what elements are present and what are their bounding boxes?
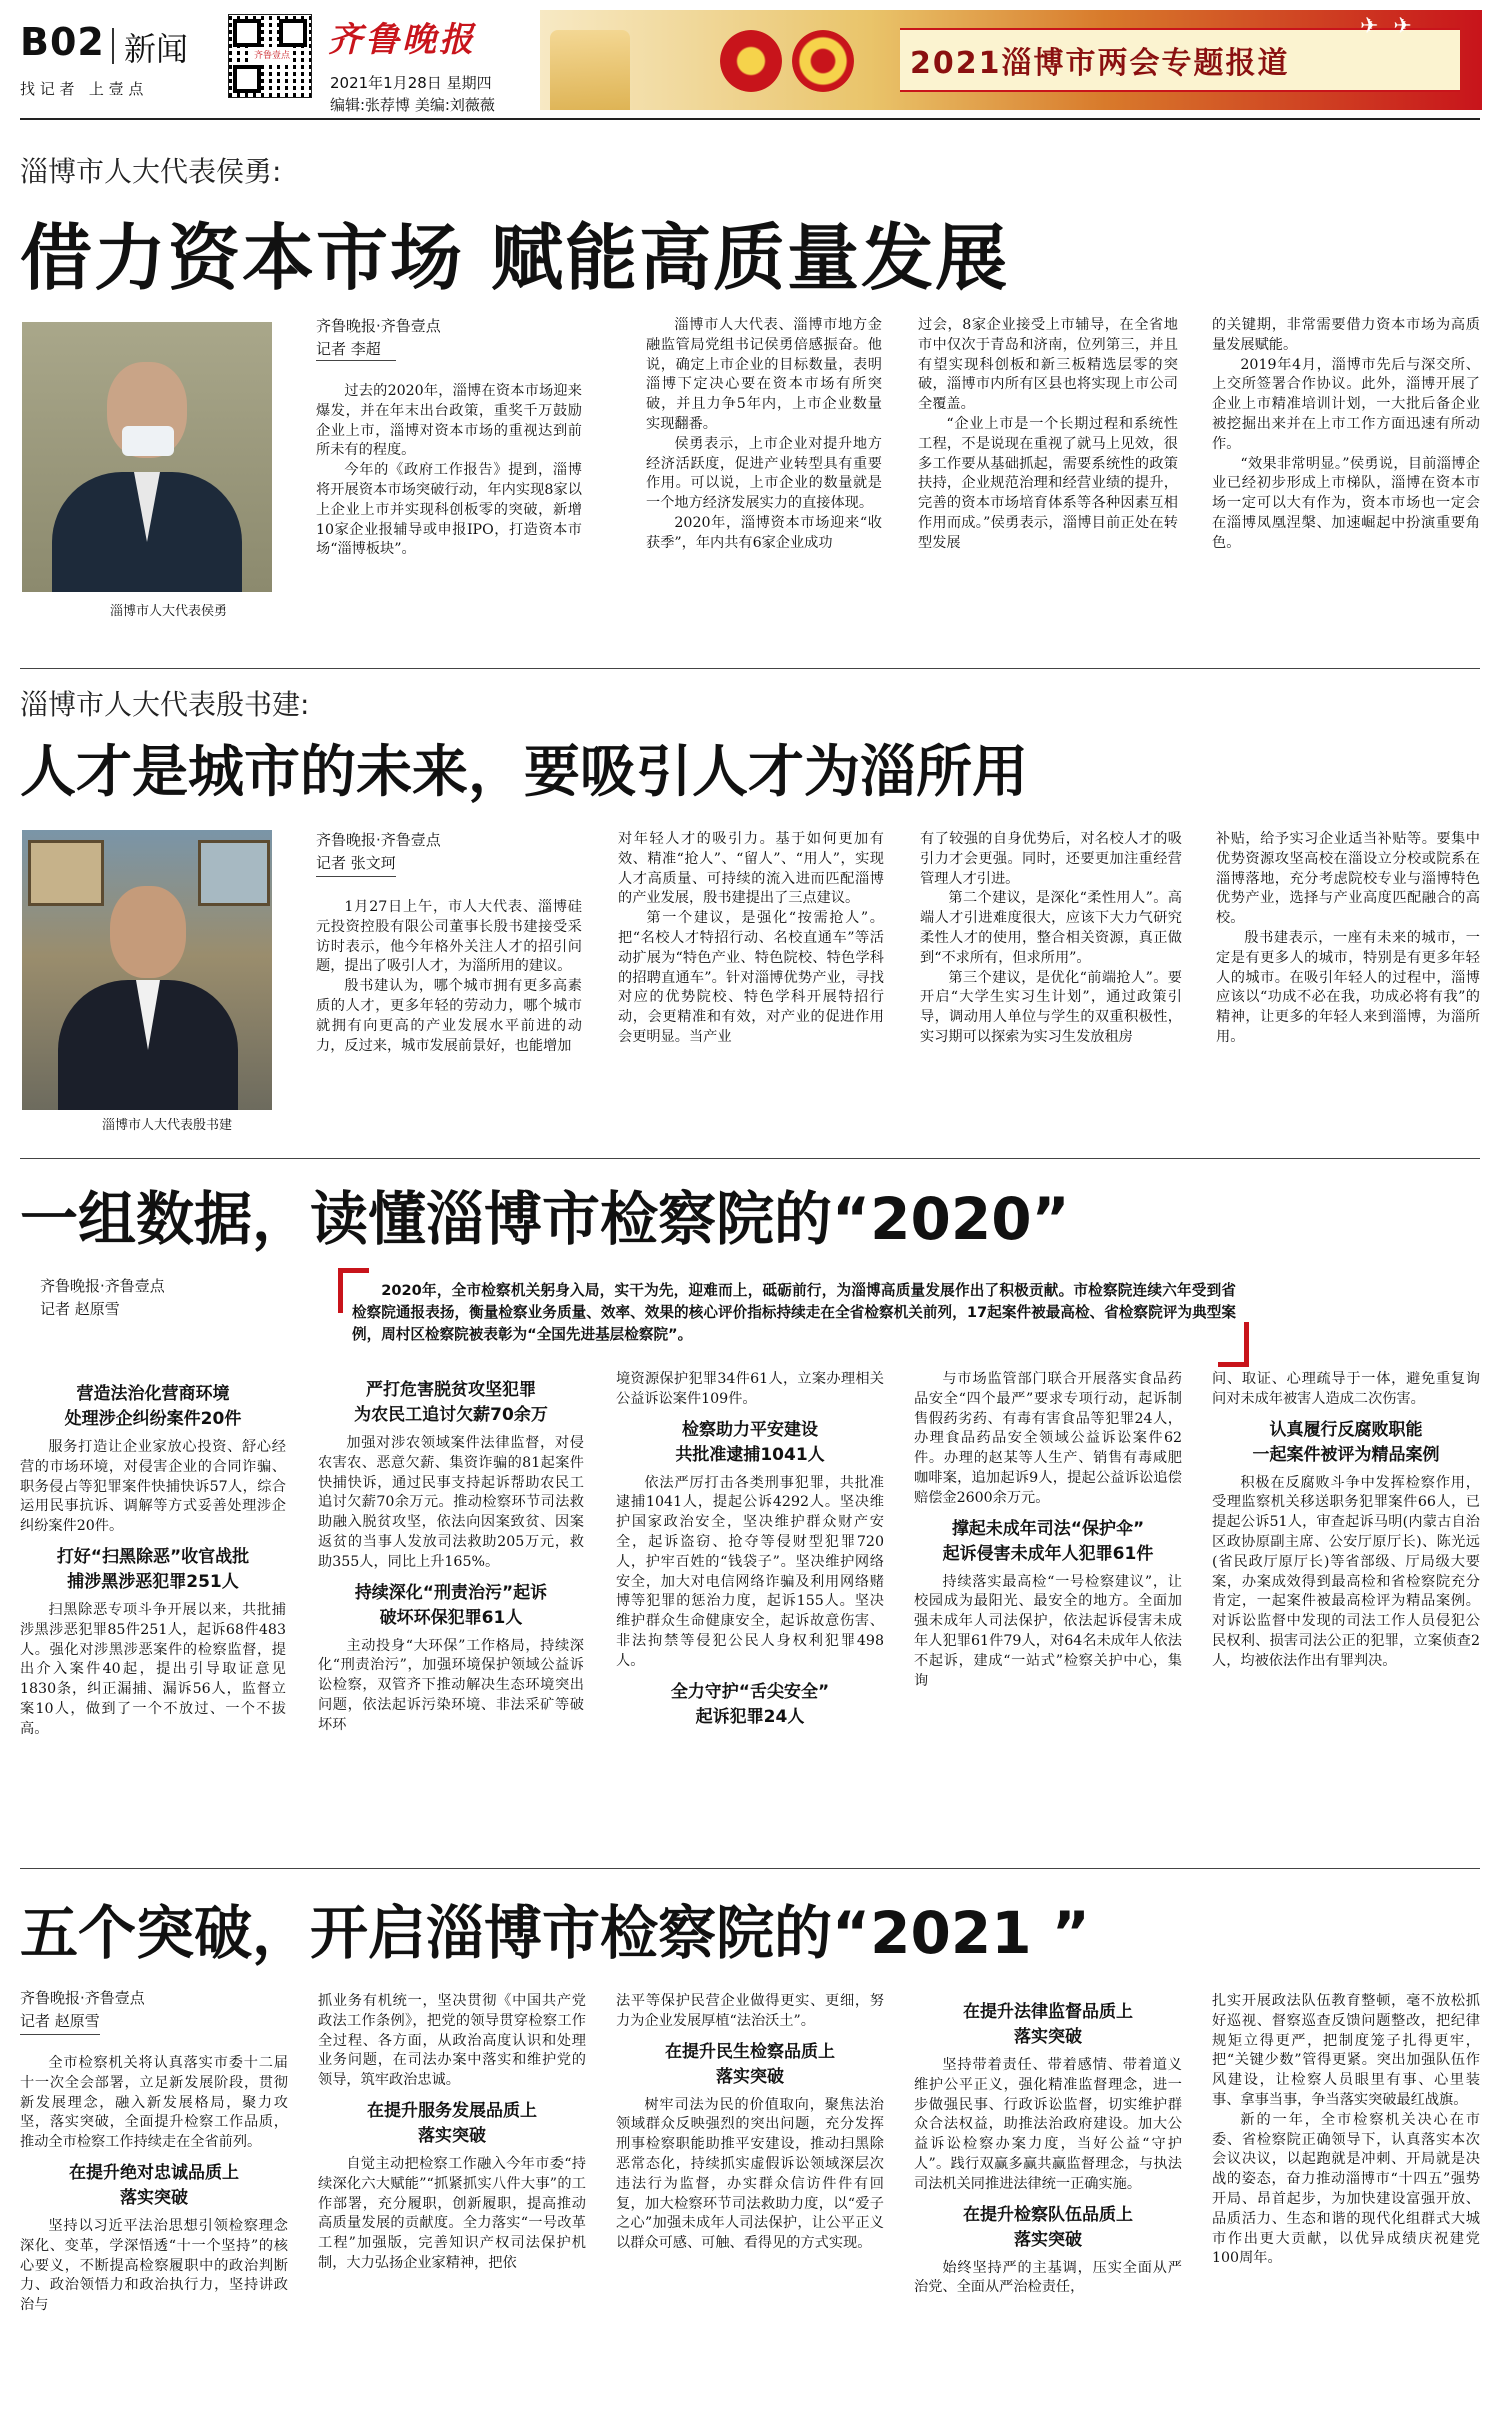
paragraph: 补贴，给予实习企业适当补贴等。要集中优势资源攻坚高校在淄设立分校或院系在淄博落地，充分考虑院校专业与淄博特色优势产业，选择与产业高度匹配融合的高校。 <box>1216 831 1480 927</box>
subhead: 在提升民生检察品质上 落实突破 <box>665 2041 835 2087</box>
a4-col4 <box>914 1992 1182 2402</box>
paragraph: 侯勇表示，上市企业对提升地方经济活跃度，促进产业转型具有重要作用。可以说，上市企业的数量就是一个地方经济发展实力的直接体现。 <box>646 435 882 512</box>
paragraph: 积极在反腐败斗争中发挥检察作用，受理监察机关移送职务犯罪案件66人，已提起公诉51人，审查起诉马明(内蒙古自治区政协原副主席、公安厅原厅长)、陈光远(省民政厅原厅长)等省部级、厅局级大要案，办案成效得到最高检和省检察院充分肯定，一起案件被最高检评为精品案例。对诉讼监督中发现的司法工作人员侵犯公民权利、损害司法公正的犯罪，立案侦查2人，均被依法作出有罪判决。 <box>1212 1474 1480 1669</box>
section-name: 新闻 <box>124 30 189 68</box>
a1-byline-rule <box>316 360 396 361</box>
paragraph: “效果非常明显。”侯勇说，目前淄博企业已经初步形成上市梯队，淄博在资本市场一定可以大有作为，资本市场也一定会在淄博凤凰涅槃、加速崛起中扮演重要角色。 <box>1212 455 1480 551</box>
paragraph: 第一个建议，是强化“按需抢人”。把“名校人才特招行动、名校直通车”等活动扩展为“特色产业、特色院校、特色学科的招聘直通车”。针对淄博优势产业，寻找对应的优势院校、特色学科开展特招行动，会更精准和有效，对产业的促进作用会更明显。当产业 <box>618 910 884 1045</box>
paragraph: 有了较强的自身优势后，对名校人才的吸引力才会更强。同时，还要更加注重经营管理人才引进。 <box>920 831 1182 887</box>
paragraph: 过去的2020年，淄博在资本市场迎来爆发，并在年末出台政策，重奖千万鼓励企业上市，淄博对资本市场的重视达到前所未有的程度。 <box>316 383 582 459</box>
paragraph: 1月27日上午，市人大代表、淄博硅元投资控股有限公司董事长殷书建接受采访时表示，他今年格外关注人才的招引问题，提出了吸引人才，为淄所用的建议。 <box>316 899 582 975</box>
paragraph: 持续落实最高检“一号检察建议”，让校园成为最阳光、最安全的地方。全面加强未成年人司法保护，依法起诉侵害未成年人犯罪61件79人，对64名未成年人依法不起诉，建成“一站式”检察关护中心，集询 <box>914 1573 1182 1689</box>
paragraph: “企业上市是一个长期过程和系统性工程，不是说现在重视了就马上见效，很多工作要从基础抓起，需要系统性的政策扶持，企业规范治理和经营业绩的提升，完善的资本市场培育体系等各种因素互相作用而成。”侯勇表示，淄博目前正处在转型发展 <box>918 415 1178 551</box>
a4-byline: 齐鲁晚报·齐鲁壹点 记者 赵原雪 <box>20 1989 145 2030</box>
a2-col4 <box>1216 830 1480 1138</box>
editor-line: 编辑:张荐博 美编:刘薇薇 <box>330 96 495 114</box>
a2-col2 <box>618 830 884 1138</box>
subhead: 在提升绝对忠诚品质上 落实突破 <box>69 2162 239 2208</box>
a1-headline: 借力资本市场 赋能高质量发展 <box>20 216 1010 300</box>
paragraph: 问、取证、心理疏导于一体，避免重复询问对未成年被害人造成二次伤害。 <box>1212 1371 1480 1407</box>
a3-byline: 齐鲁晚报·齐鲁壹点 记者 赵原雪 <box>40 1277 165 1318</box>
a2-byline-rule <box>316 876 396 877</box>
a2-col3 <box>920 830 1182 1138</box>
a2-kicker: 淄博市人大代表殷书建: <box>20 688 310 721</box>
subhead: 全力守护“舌尖安全” 起诉犯罪24人 <box>670 1681 830 1727</box>
paragraph: 主动投身“大环保”工作格局，持续深化“刑责治污”，加强环境保护领域公益诉讼检察，双管齐下推动解决生态环境突出问题，依法起诉污染环境、非法采矿等破坏环 <box>318 1637 584 1733</box>
cppcc-emblem-icon <box>792 30 854 92</box>
subhead: 检察助力平安建设 共批准逮捕1041人 <box>675 1419 825 1465</box>
paragraph: 第三个建议，是优化“前端抢人”。要开启“大学生实习生计划”，通过政策引导，调动用人单位与学生的双重积极性，实习期可以探索为实习生发放租房 <box>920 969 1182 1045</box>
a1-col2 <box>646 316 882 652</box>
paragraph: 抓业务有机统一，坚决贯彻《中国共产党政法工作条例》，把党的领导贯穿检察工作全过程、各方面，从政治高度认识和处理业务问题，在司法办案中落实和维护党的领导，筑牢政治忠诚。 <box>318 1993 586 2089</box>
banner <box>540 10 1482 110</box>
a3-headline: 一组数据，读懂淄博市检察院的“2020” <box>20 1185 1070 1253</box>
paragraph: 今年的《政府工作报告》提到，淄博将开展资本市场突破行动，年内实现8家以上企业上市并实现科创板零的突破，新增10家企业报辅导或申报IPO，打造资本市场“淄博板块”。 <box>316 462 582 558</box>
subhead: 在提升检察队伍品质上 落实突破 <box>963 2204 1133 2250</box>
paragraph: 殷书建表示，一座有未来的城市，一定是有更多人的城市，特别是有更多年轻人的城市。在吸引年轻人的过程中，淄博应该以“功成不必在我，功成必将有我”的精神，让更多的年轻人来到淄博，为淄所用。 <box>1216 929 1480 1045</box>
a1-byline: 齐鲁晚报·齐鲁壹点 记者 李超 <box>316 317 441 358</box>
paragraph: 坚持带着责任、带着感情、带着道义维护公平正义，强化精准监督理念，进一步做强民事、行政诉讼监督，切实维护群众合法权益，助推法治政府建设。加大公益诉讼检察办案力度，当好公益“守护人”。践行双赢多赢共赢监督理念，与执法司法机关同推进法律统一正确实施。 <box>914 2057 1182 2192</box>
subhead: 认真履行反腐败职能 一起案件被评为精品案例 <box>1252 1419 1440 1465</box>
brand-logo: 齐鲁晚报 <box>328 20 476 60</box>
qr-code[interactable] <box>228 14 312 98</box>
paragraph: 扎实开展政法队伍教育整顿，毫不放松抓好巡视、督察巡查反馈问题整改，把纪律规矩立得更严，把制度笼子扎得更牢，把“关键少数”管得更紧。突出加强队伍作风建设，让检察人员眼里有事、心里装事、拿事当事，争当落实突破最红战旗。 <box>1212 1993 1480 2108</box>
header-divider <box>112 28 114 64</box>
paragraph: 始终坚持严的主基调，压实全面从严治党、全面从严治检责任， <box>914 2259 1182 2296</box>
date-line: 2021年1月28日 星期四 <box>330 74 492 92</box>
subhead: 打好“扫黑除恶”收官战批 捕涉黑涉恶犯罪251人 <box>56 1546 250 1592</box>
a1-col3 <box>918 316 1178 652</box>
a2-byline: 齐鲁晚报·齐鲁壹点 记者 张文珂 <box>316 831 441 872</box>
a3-col3 <box>616 1370 884 1854</box>
paragraph: 与市场监管部门联合开展落实食品药品安全“四个最严”要求专项行动，起诉制售假药劣药、有毒有害食品等犯罪24人，办理食品药品安全领域公益诉讼案件62件。办理的赵某等人生产、销售有毒咸肥咖啡案，追加起诉9人，提起公益诉讼追偿赔偿金2600余万元。 <box>914 1371 1182 1506</box>
a3-lead: 2020年，全市检察机关躬身入局，实干为先，迎难而上，砥砺前行，为淄博高质量发展作出了积极贡献。市检察院连续六年受到省检察院通报表扬，衡量检察业务质量、效率、效果的核心评价指标持续走在全省检察机关前列，17起案件被最高检、省检察院评为典型案例，周村区检察院被表彰为“全国先进基层检察院”。 <box>352 1282 1236 1343</box>
a3-col2 <box>318 1370 584 1854</box>
a1-photo <box>22 322 272 592</box>
subhead: 严打危害脱贫攻坚犯罪 为农民工追讨欠薪70余万 <box>354 1380 548 1425</box>
paragraph: 依法严厉打击各类刑事犯罪，共批准逮捕1041人，提起公诉4292人。坚决维护国家政治安全，坚决维护群众财产安全，起诉盗窃、抢夺等侵财型犯罪720人，护牢百姓的“钱袋子”。坚决维护网络安全，加大对电信网络诈骗及利用网络赌博等犯罪的惩治力度，起诉155人。坚决维护群众生命健康安全，起诉故意伤害、非法拘禁等侵犯公民人身权利犯罪498人。 <box>616 1474 884 1669</box>
a2-headline: 人才是城市的未来，要吸引人才为淄所用 <box>20 740 1028 805</box>
paragraph: 2019年4月，淄博市先后与深交所、上交所签署合作协议。此外，淄博开展了企业上市精准培训计划，一大批后备企业被挖掘出来并在上市工作方面迅速有所动作。 <box>1212 356 1480 452</box>
banner-building-icon <box>550 30 630 110</box>
a1-photo-caption: 淄博市人大代表侯勇 <box>110 604 228 619</box>
subhead: 持续深化“刑责治污”起诉 破坏环保犯罪61人 <box>354 1582 548 1628</box>
a4-col1 <box>20 2054 288 2402</box>
paragraph: 服务打造让企业家放心投资、舒心经营的市场环境，对侵害企业的合同诈骗、职务侵占等犯罪案件快捕快诉57人，综合运用民事抗诉、调解等方式妥善处理涉企纠纷案件20件。 <box>20 1439 286 1535</box>
paragraph: 扫黑除恶专项斗争开展以来，共批捕涉黑涉恶犯罪85件251人，起诉68件483人。强化对涉黑涉恶案件的检察监督，提出介入案件40起，提出引导取证意见1830条，纠正漏捕、漏诉56人，监督立案10人，做到了一个不放过、一个不拔高。 <box>20 1601 286 1737</box>
banner-title: 2021淄博市两会专题报道 <box>910 46 1290 81</box>
a4-col2 <box>318 1992 586 2402</box>
subhead: 撑起未成年司法“保护伞” 起诉侵害未成年人犯罪61件 <box>942 1518 1154 1564</box>
paragraph: 树牢司法为民的价值取向，聚焦法治领域群众反映强烈的突出问题，充分发挥刑事检察职能助推平安建设，推动扫黑除恶常态化，持续抓实虚假诉讼领域深层次违法行为监督，办实群众信访件件有回复，加大检察环节司法救助力度，以“爱子之心”加强未成年人司法保护，让公平正义以群众可感、可触、看得见的方式实现。 <box>616 2096 884 2252</box>
qr-label: 齐鲁壹点 <box>253 47 291 62</box>
a1-col1 <box>316 382 582 652</box>
paragraph: 殷书建认为，哪个城市拥有更多高素质的人才，更多年轻的劳动力，哪个城市就拥有向更高的产业发展水平前进的动力，反过来，城市发展前景好，也能增加 <box>316 978 582 1054</box>
subhead: 营造法治化营商环境 处理涉企纠纷案件20件 <box>64 1384 242 1429</box>
tagline: 找 记 者 上 壹 点 <box>20 80 144 98</box>
a2-photo-caption: 淄博市人大代表殷书建 <box>102 1118 233 1133</box>
a4-col3 <box>616 1992 884 2402</box>
paragraph: 过会，8家企业接受上市辅导，在全省地市中仅次于青岛和济南，位列第三，并且有望实现科创板和新三板精选层零的突破，淄博市内所有区县也将实现上市公司全覆盖。 <box>918 317 1178 413</box>
paragraph: 自觉主动把检察工作融入今年市委“持续深化六大赋能”“抓紧抓实八件大事”的工作部署，充分履职，创新履职，提高推动高质量发展的贡献度。全力落实“一号改革工程”加强版，完善知识产权司法保护机制，大力弘扬企业家精神，把依 <box>318 2155 586 2271</box>
subhead: 在提升服务发展品质上 落实突破 <box>367 2100 537 2146</box>
paragraph: 2020年，淄博资本市场迎来“收获季”，年内共有6家企业成功 <box>646 514 882 551</box>
national-emblem-icon <box>720 30 782 92</box>
a4-byline-rule <box>20 2034 100 2035</box>
a3-col4 <box>914 1370 1182 1854</box>
paragraph: 新的一年，全市检察机关决心在市委、省检察院正确领导下，认真落实本次会议决议，以起跑就是冲刺、开局就是决战的姿态，奋力推动淄博市“十四五”强势开局、昂首起步，为加快建设富强开放、品质活力、生态和谐的现代化组群式大城市作出更大贡献，以优异成绩庆祝建党100周年。 <box>1212 2111 1480 2267</box>
a2-col1 <box>316 898 582 1138</box>
a4-col5 <box>1212 1992 1480 2402</box>
a1-kicker: 淄博市人大代表侯勇: <box>20 155 282 188</box>
a3-col5 <box>1212 1370 1480 1854</box>
subhead: 在提升法律监督品质上 落实突破 <box>963 2002 1133 2047</box>
paragraph: 境资源保护犯罪34件61人，立案办理相关公益诉讼案件109件。 <box>616 1371 884 1407</box>
paragraph: 加强对涉农领域案件法律监督，对侵农害农、恶意欠薪、集资诈骗的81起案件快捕快诉，通过民事支持起诉帮助农民工追讨欠薪70余万元。推动检察环节司法救助融入脱贫攻坚，依法向因案致贫、因案返贫的当事人发放司法救助205万元，救助355人，同比上升165%。 <box>318 1435 584 1570</box>
paragraph: 对年轻人才的吸引力。基于如何更加有效、精准“抢人”、“留人”、“用人”，实现人才高质量、可持续的流入进而匹配淄博的产业发展，殷书建提出了三点建议。 <box>618 831 884 907</box>
paragraph: 法平等保护民营企业做得更实、更细，努力为企业发展厚植“法治沃土”。 <box>616 1993 884 2029</box>
a4-headline: 五个突破，开启淄博市检察院的“2021 ” <box>20 1899 1090 1967</box>
paragraph: 第二个建议，是深化“柔性用人”。高端人才引进难度很大，应该下大力气研究柔性人才的使用，整合相关资源，真正做到“不求所有，但求所用”。 <box>920 890 1182 966</box>
paragraph: 的关键期，非常需要借力资本市场为高质量发展赋能。 <box>1212 317 1480 353</box>
page-number: B02 <box>20 20 105 64</box>
a2-photo <box>22 830 272 1110</box>
a1-col4 <box>1212 316 1480 652</box>
birds-icon: ✈ ✈ <box>1360 14 1416 39</box>
paragraph: 淄博市人大代表、淄博市地方金融监管局党组书记侯勇倍感振奋。他说，确定上市企业的目标数量，表明淄博下定决心要在资本市场有所突破，并且力争5年内，上市企业数量实现翻番。 <box>646 317 882 432</box>
paragraph: 全市检察机关将认真落实市委十二届十一次全会部署，立足新发展阶段，贯彻新发展理念，融入新发展格局，聚力攻坚，落实突破，全面提升检察工作品质，推动全市检察工作持续走在全省前列。 <box>20 2055 288 2151</box>
a3-col1 <box>20 1374 286 1854</box>
paragraph: 坚持以习近平法治思想引领检察理念深化、变革，学深悟透“十一个坚持”的核心要义，不断提高检察履职中的政治判断力、政治领悟力和政治执行力，坚持讲政治与 <box>20 2217 288 2314</box>
